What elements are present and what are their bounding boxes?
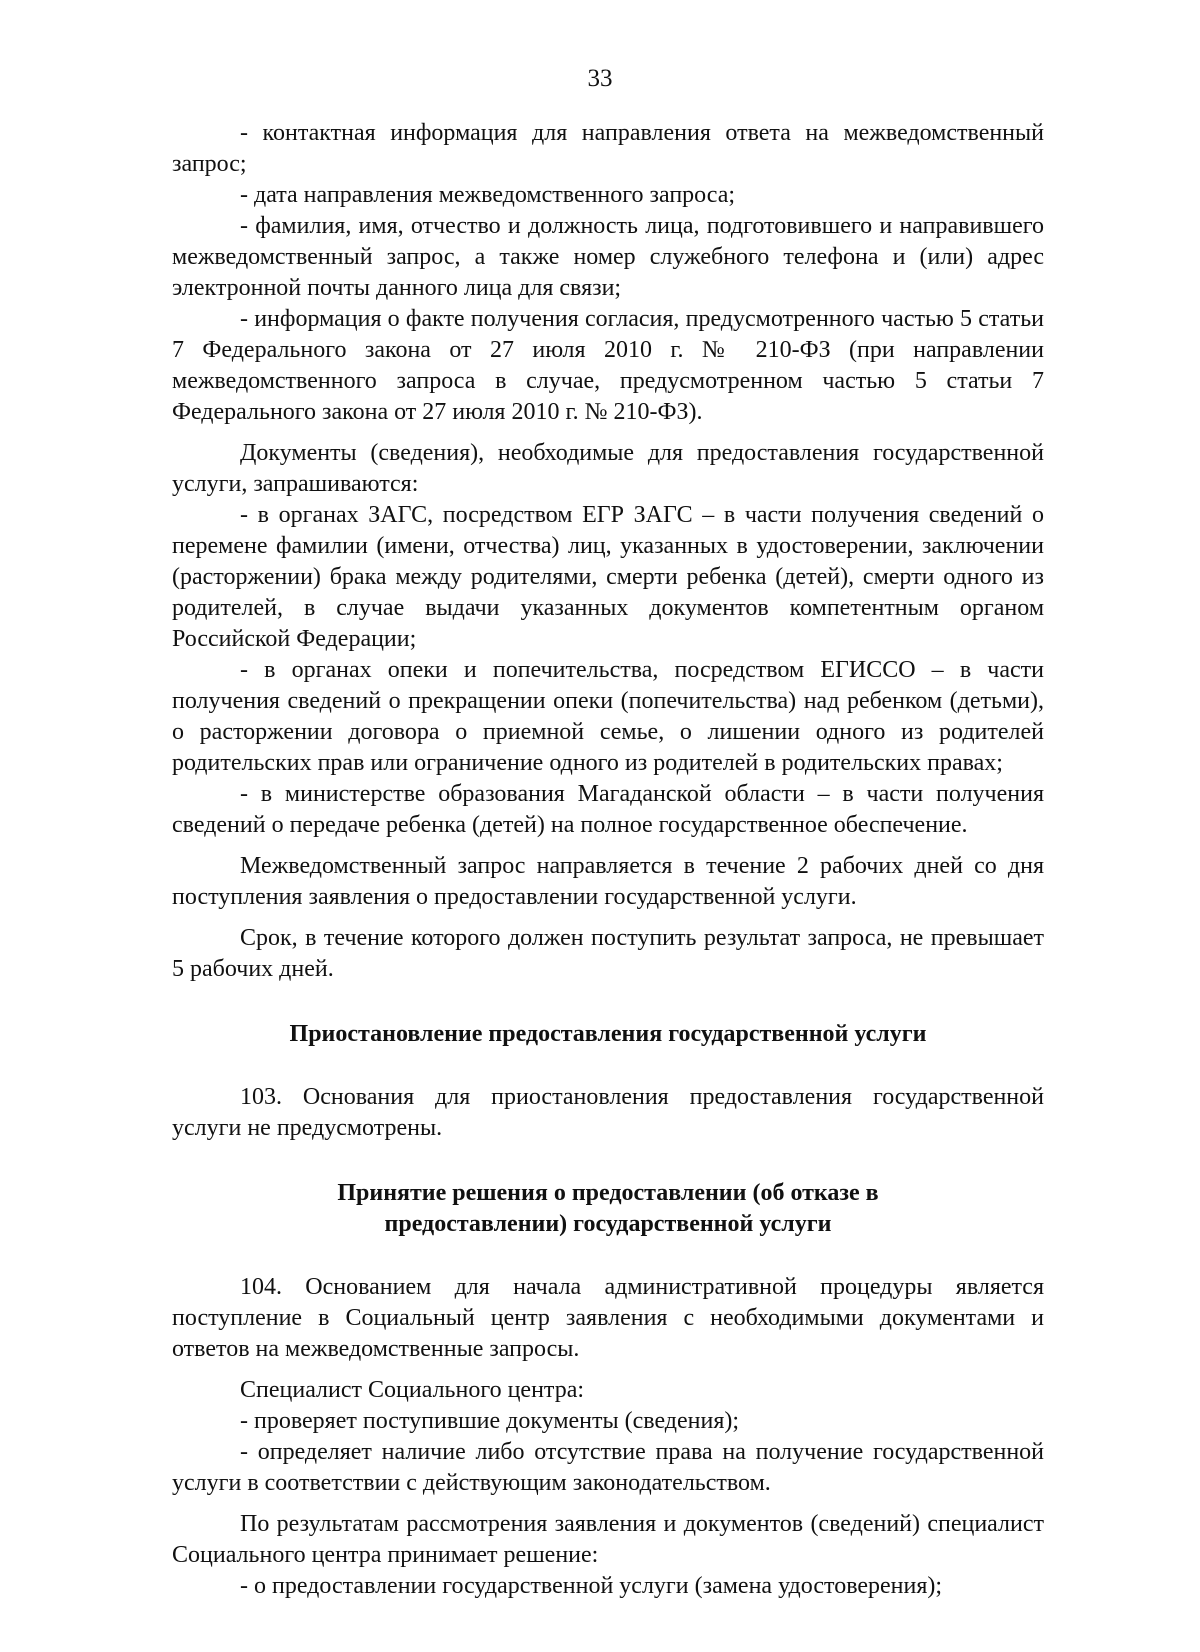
paragraph: По результатам рассмотрения заявления и документов (сведений) специалист Социального центра принимает решение: <box>172 1511 1044 1568</box>
paragraph: - проверяет поступившие документы (сведения); <box>240 1408 740 1434</box>
paragraph: 103. Основания для приостановления предоставления государственной услуги не предусмотрены. <box>172 1084 1044 1141</box>
document-body <box>172 118 1044 1602</box>
section-heading: Приостановление предоставления государственной услуги <box>289 1021 927 1047</box>
paragraph: - контактная информация для направления ответа на межведомственный запрос; <box>172 120 1044 177</box>
paragraph: Межведомственный запрос направляется в течение 2 рабочих дней со дня поступления заявления о предоставлении государственной услуги. <box>172 853 1044 910</box>
paragraph: - о предоставлении государственной услуги (замена удостоверения); <box>240 1573 943 1599</box>
paragraph: - определяет наличие либо отсутствие права на получение государственной услуги в соответствии с действующим законодательством. <box>172 1439 1044 1496</box>
paragraph: Срок, в течение которого должен поступить результат запроса, не превышает 5 рабочих дней. <box>172 925 1044 982</box>
paragraph: - дата направления межведомственного запроса; <box>240 182 736 208</box>
paragraph: - в органах опеки и попечительства, посредством ЕГИССО – в части получения сведений о прекращении опеки (попечительства) над ребенком (детьми), о расторжении договора о приемной семье, о лишении одного из родителей родительских прав или ограничение одного из родителей в родительских правах; <box>172 657 1044 776</box>
paragraph: Документы (сведения), необходимые для предоставления государственной услуги, запрашиваются: <box>172 440 1044 497</box>
paragraph: - фамилия, имя, отчество и должность лица, подготовившего и направившего межведомственный запрос, а также номер служебного телефона и (или) адрес электронной почты данного лица для связи; <box>172 213 1044 301</box>
paragraph: - в органах ЗАГС, посредством ЕГР ЗАГС – в части получения сведений о перемене фамилии (имени, отчества) лиц, указанных в удостоверении, заключении (расторжении) брака между родителями, смерти ребенка (детей), смерти одного из родителей, в случае выдачи указанных документов компетентным органом Российской Федерации; <box>172 502 1044 652</box>
section-heading: Принятие решения о предоставлении (об отказе в предоставлении) государственной услуги <box>337 1180 879 1237</box>
paragraph: 104. Основанием для начала административной процедуры является поступление в Социальный центр заявления с необходимыми документами и ответов на межведомственные запросы. <box>172 1274 1044 1362</box>
page-number: 33 <box>587 65 613 92</box>
paragraph: Специалист Социального центра: <box>240 1377 585 1403</box>
paragraph: - в министерстве образования Магаданской области – в части получения сведений о передаче ребенка (детей) на полное государственное обеспечение. <box>172 781 1044 838</box>
paragraph: - информация о факте получения согласия, предусмотренного частью 5 статьи 7 Федерального закона от 27 июля 2010 г. № 210-ФЗ (при направлении межведомственного запроса в случае, предусмотренном частью 5 статьи 7 Федерального закона от 27 июля 2010 г. № 210-ФЗ). <box>172 306 1044 425</box>
